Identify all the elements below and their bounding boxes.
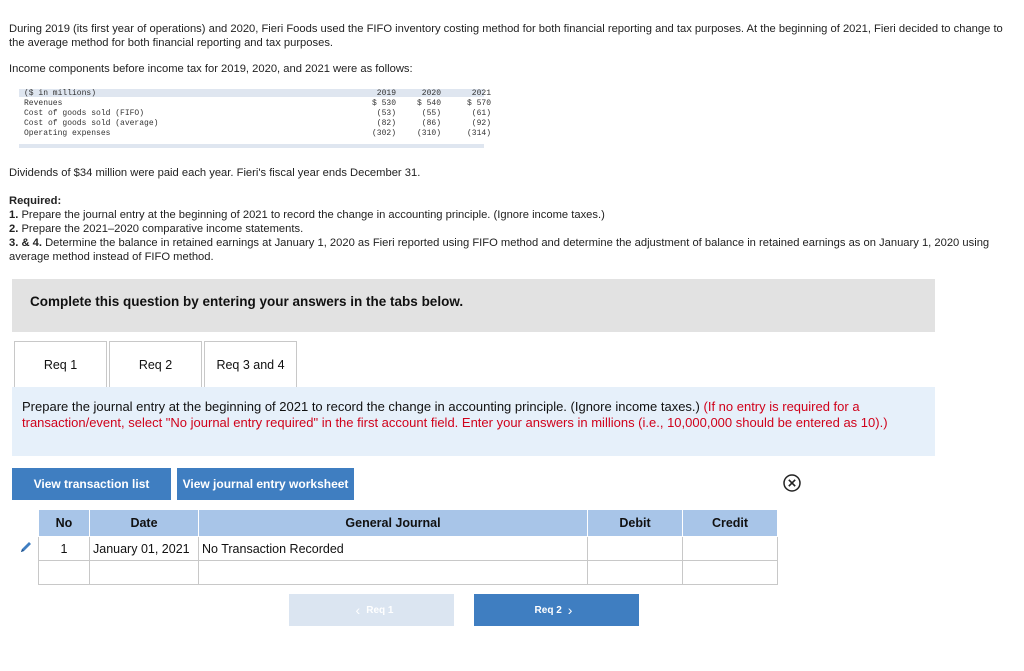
req1-number: 1. <box>9 209 19 221</box>
entry-no: 1 <box>39 537 90 561</box>
journal-header-row <box>39 510 778 537</box>
table-row <box>39 561 778 585</box>
req3-text: Determine the balance in retained earnings at January 1, 2020 as Fieri reported using FIFO method and determine the adjustment of balance in retained earnings as on January 1, 2020 using average method instead of FIFO method. <box>9 237 990 263</box>
close-circle-icon[interactable] <box>783 474 801 492</box>
row-value: (92) <box>471 119 491 128</box>
row-value: (302) <box>371 129 396 138</box>
table-row <box>19 129 491 139</box>
row-value: $ 530 <box>371 99 396 108</box>
entry-date: January 01, 2021 <box>90 537 199 561</box>
col-general-journal: General Journal <box>199 510 588 537</box>
row-label: Operating expenses <box>24 129 111 138</box>
req3-number: 3. & 4. <box>9 237 42 249</box>
tab-req-1[interactable]: Req 1 <box>14 341 107 387</box>
req2-text: Prepare the 2021–2020 comparative income statements. <box>21 223 304 235</box>
row-label: Cost of goods sold (average) <box>24 119 159 128</box>
prev-req-label: Req 1 <box>366 604 394 616</box>
tab-req-2[interactable]: Req 2 <box>109 341 202 387</box>
entry-date <box>90 561 199 585</box>
entry-account[interactable]: No Transaction Recorded <box>199 537 588 561</box>
table-row <box>19 99 491 109</box>
next-req-label: Req 2 <box>534 604 562 616</box>
entry-debit[interactable] <box>588 561 683 585</box>
table-row <box>39 537 778 561</box>
entry-account[interactable] <box>199 561 588 585</box>
view-transaction-list-button[interactable]: View transaction list <box>12 468 171 500</box>
required-title: Required: <box>9 195 62 207</box>
year-2020: 2020 <box>421 89 441 98</box>
next-req-button[interactable] <box>474 594 639 626</box>
view-journal-worksheet-button[interactable]: View journal entry worksheet <box>177 468 354 500</box>
problem-intro-line2: Income components before income tax for 2019, 2020, and 2021 were as follows: <box>9 63 413 75</box>
banner-text: Complete this question by entering your answers in the tabs below. <box>30 294 464 309</box>
dividends-note: Dividends of $34 million were paid each year. Fieri's fiscal year ends December 31. <box>9 167 421 179</box>
instructions-main: Prepare the journal entry at the beginning of 2021 to record the change in accounting principle. (Ignore income taxes.) <box>22 399 700 414</box>
col-debit: Debit <box>588 510 683 537</box>
entry-debit[interactable] <box>588 537 683 561</box>
table-footer-bar <box>19 144 484 148</box>
row-value: $ 540 <box>416 99 441 108</box>
table-header-row <box>19 89 491 99</box>
entry-no <box>39 561 90 585</box>
req1-text: Prepare the journal entry at the beginning of 2021 to record the change in accounting principle. (Ignore income taxes.) <box>21 209 605 221</box>
year-2021: 2021 <box>471 89 491 98</box>
row-label: Cost of goods sold (FIFO) <box>24 109 145 118</box>
row-value: (86) <box>421 119 441 128</box>
year-2019: 2019 <box>376 89 396 98</box>
instructions-note: (If no entry is required for a transaction/event, select "No journal entry required" in the first account field. Enter your answers in millions (i.e., 10,000,000 should be entered as 10).) <box>22 399 888 430</box>
col-date: Date <box>90 510 199 537</box>
problem-intro: During 2019 (its first year of operations) and 2020, Fieri Foods used the FIFO inventory costing method for both financial reporting and tax purposes. At the beginning of 2021, Fieri decided to change to the average method for both financial reporting and tax purposes. <box>9 23 1003 49</box>
instruction-banner <box>12 279 935 332</box>
col-credit: Credit <box>683 510 778 537</box>
row-label: Revenues <box>24 99 63 108</box>
row-value: (314) <box>466 129 491 138</box>
tab-instructions <box>12 387 935 456</box>
chevron-left-icon: ‹ <box>355 602 361 618</box>
row-value: (55) <box>421 109 441 118</box>
pencil-edit-icon[interactable] <box>18 539 34 555</box>
chevron-right-icon: › <box>567 602 573 618</box>
row-value: (61) <box>471 109 491 118</box>
prev-req-button[interactable] <box>289 594 454 626</box>
row-value: (53) <box>376 109 396 118</box>
col-no: No <box>39 510 90 537</box>
required-section <box>9 194 999 264</box>
table-header-label: ($ in millions) <box>24 89 97 98</box>
tab-req-3-and-4[interactable]: Req 3 and 4 <box>204 341 297 387</box>
income-components-table <box>19 89 491 149</box>
entry-credit[interactable] <box>683 561 778 585</box>
row-value: (82) <box>376 119 396 128</box>
entry-credit[interactable] <box>683 537 778 561</box>
journal-table <box>38 509 778 585</box>
req2-number: 2. <box>9 223 19 235</box>
table-row <box>19 109 491 119</box>
table-row <box>19 119 491 129</box>
row-value: (310) <box>416 129 441 138</box>
row-value: $ 570 <box>466 99 491 108</box>
